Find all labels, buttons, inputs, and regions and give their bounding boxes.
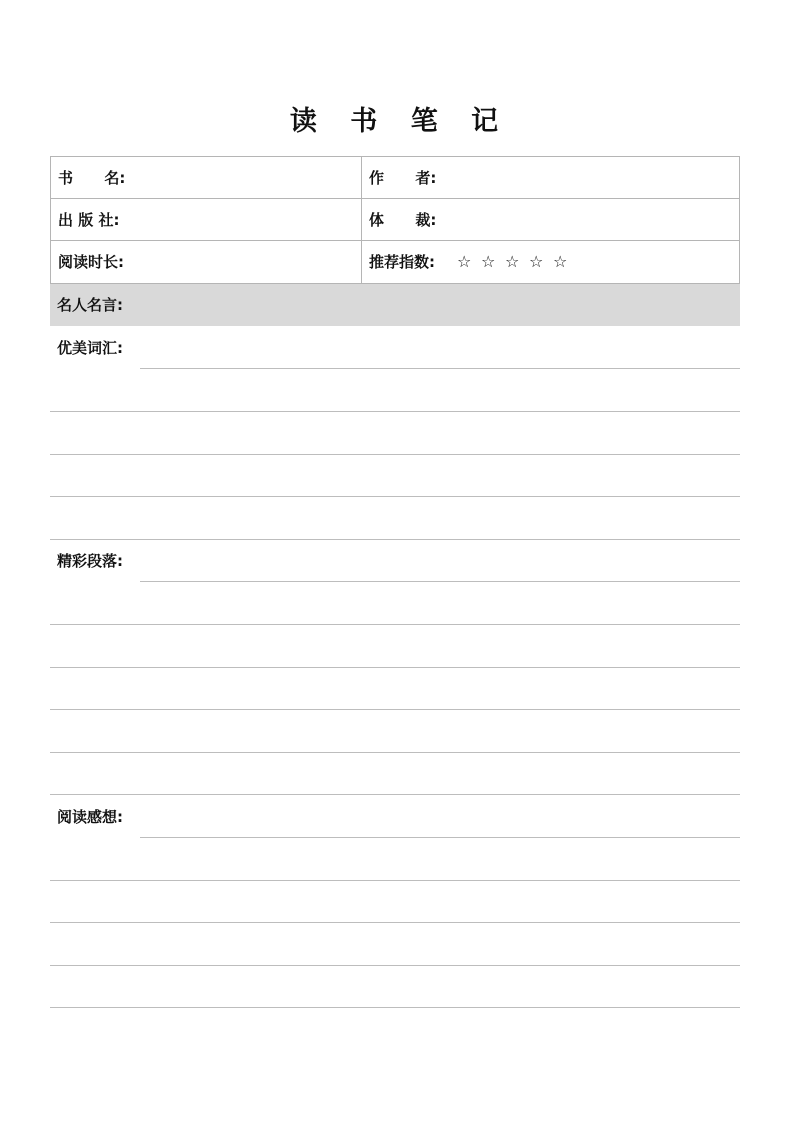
- star-icon[interactable]: ☆: [481, 252, 498, 271]
- recommend-label: 推荐指数:: [369, 253, 435, 271]
- info-row-reading: [51, 241, 739, 283]
- star-icon[interactable]: ☆: [529, 252, 546, 271]
- writing-line: [50, 965, 740, 966]
- writing-line: [50, 752, 740, 753]
- info-row-publisher: [51, 199, 739, 241]
- writing-line: [140, 581, 740, 582]
- info-table: [50, 156, 740, 284]
- author-label: 作 者:: [369, 169, 437, 187]
- reading-time-label: 阅读时长:: [58, 253, 124, 271]
- genre-label: 体 裁:: [369, 211, 437, 229]
- column-divider: [361, 157, 362, 283]
- star-icon[interactable]: ☆: [505, 252, 522, 271]
- publisher-label: 出 版 社:: [58, 211, 120, 229]
- quote-bar: [50, 284, 740, 326]
- star-icon[interactable]: ☆: [457, 252, 474, 271]
- reflection-label: 阅读感想:: [57, 808, 123, 826]
- star-icon[interactable]: ☆: [553, 252, 570, 271]
- writing-line: [50, 539, 740, 540]
- writing-line: [140, 368, 740, 369]
- writing-line: [50, 794, 740, 795]
- writing-line: [50, 709, 740, 710]
- writing-line: [50, 624, 740, 625]
- paragraph-label: 精彩段落:: [57, 552, 123, 570]
- writing-line: [50, 922, 740, 923]
- writing-line: [50, 667, 740, 668]
- rating-stars: [457, 241, 577, 283]
- writing-line: [50, 496, 740, 497]
- writing-line: [50, 880, 740, 881]
- writing-line: [50, 454, 740, 455]
- writing-line: [50, 1007, 740, 1008]
- writing-line: [140, 837, 740, 838]
- book-name-label: 书 名:: [58, 169, 126, 187]
- vocab-label: 优美词汇:: [57, 339, 123, 357]
- writing-line: [50, 411, 740, 412]
- page-title: 读 书 笔 记: [289, 106, 511, 137]
- info-row-book: [51, 157, 739, 199]
- quote-label: 名人名言:: [57, 296, 123, 314]
